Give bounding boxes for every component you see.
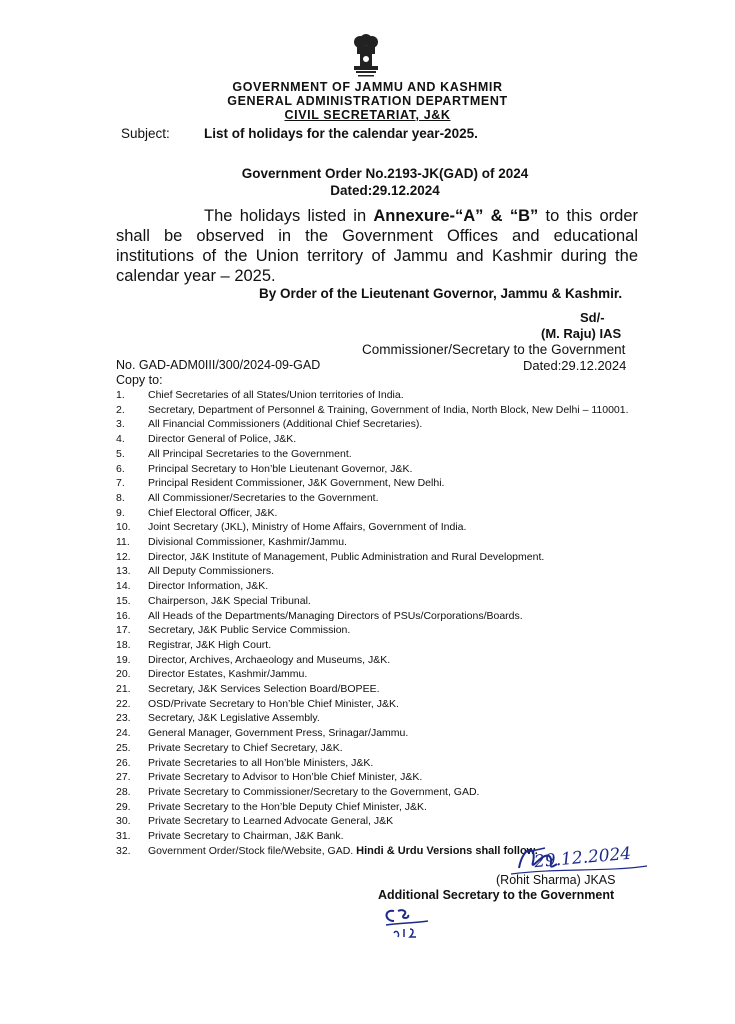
copy-to-item [116, 388, 641, 403]
copy-to-item-bold-note: Hindi & Urdu Versions shall follow. [356, 844, 538, 857]
copy-to-item-text: Director Information, J&K. [148, 580, 269, 593]
copy-to-item-text: Secretary, J&K Legislative Assembly. [148, 712, 320, 725]
copy-to-item [116, 447, 641, 462]
copy-to-item [116, 403, 641, 418]
copy-to-item-text: Private Secretary to Commissioner/Secretary to the Government, GAD. [148, 785, 480, 798]
copy-to-item-number: 21. [116, 683, 131, 696]
copy-to-item [116, 550, 641, 565]
copy-to-item [116, 535, 641, 550]
copy-to-item-number: 7. [116, 477, 125, 490]
copy-to-item [116, 564, 641, 579]
by-order-line: By Order of the Lieutenant Governor, Jammu & Kashmir. [259, 286, 623, 301]
copy-to-item [116, 506, 641, 521]
copy-to-item [116, 785, 641, 800]
copy-to-item-number: 2. [116, 403, 125, 416]
signatory-date: Dated:29.12.2024 [523, 358, 627, 373]
copy-to-label: Copy to: [116, 373, 163, 387]
copy-to-item-number: 17. [116, 624, 131, 637]
signed-mark: Sd/- [580, 310, 605, 325]
copy-to-item-text: Chief Electoral Officer, J&K. [148, 506, 278, 519]
header-government: GOVERNMENT OF JAMMU AND KASHMIR [232, 80, 503, 94]
copy-to-item-text: Private Secretary to Chairman, J&K Bank. [148, 830, 344, 843]
copy-to-item-text: Director General of Police, J&K. [148, 433, 297, 446]
national-emblem-icon [340, 28, 392, 80]
copy-to-item [116, 800, 641, 815]
copy-to-item-number: 31. [116, 830, 131, 843]
copy-to-item [116, 594, 641, 609]
handwritten-initials-icon [380, 903, 440, 939]
copy-to-item-number: 15. [116, 594, 131, 607]
copy-to-item-number: 25. [116, 741, 131, 754]
copy-to-item-number: 32. [116, 844, 131, 857]
copy-to-item-text: All Deputy Commissioners. [148, 565, 275, 578]
subject-text: List of holidays for the calendar year-2025. [204, 126, 478, 141]
copy-to-item [116, 667, 641, 682]
copy-to-item-number: 23. [116, 712, 131, 725]
copy-to-item [116, 417, 641, 432]
copy-to-item-text: Private Secretary to Chief Secretary, J&K. [148, 741, 343, 754]
copy-to-item-number: 30. [116, 815, 131, 828]
copy-to-item-text: Director, Archives, Archaeology and Museums, J&K. [148, 653, 391, 666]
copy-to-item-number: 18. [116, 638, 131, 651]
copy-to-item-text: Secretary, J&K Public Service Commission. [148, 624, 351, 637]
copy-to-item-text: All Financial Commissioners (Additional Chief Secretaries). [148, 418, 423, 431]
copy-to-item-text: Private Secretaries to all Hon’ble Ministers, J&K. [148, 756, 374, 769]
copy-to-item-text: Private Secretary to Advisor to Hon’ble Chief Minister, J&K. [148, 771, 423, 784]
copy-to-item-text: Registrar, J&K High Court. [148, 638, 272, 651]
copy-to-item-text: Secretary, Department of Personnel & Training, Government of India, North Block, New Delhi – 110001. [148, 403, 629, 416]
copy-to-item [116, 814, 641, 829]
copy-to-item-number: 3. [116, 418, 125, 431]
order-date: Dated:29.12.2024 [330, 183, 440, 198]
copy-to-item-text: Chief Secretaries of all States/Union territories of India. [148, 389, 404, 401]
copy-to-item-number: 19. [116, 653, 131, 666]
copy-to-item [116, 609, 641, 624]
copy-to-item [116, 741, 641, 756]
copy-to-item [116, 756, 641, 771]
copy-to-item [116, 638, 641, 653]
copy-to-item [116, 520, 641, 535]
copy-to-item-text: OSD/Private Secretary to Hon’ble Chief Minister, J&K. [148, 697, 399, 710]
body-text-post: to this order shall be observed in the Government Offices and educational institutions of the Union territory of Jammu and Kashmir during the calendar year – 2025. [116, 207, 639, 285]
copy-to-item-number: 27. [116, 771, 131, 784]
copy-to-item-text: Joint Secretary (JKL), Ministry of Home Affairs, Government of India. [148, 521, 467, 534]
copy-to-item-text: General Manager, Government Press, Srinagar/Jammu. [148, 727, 409, 740]
copy-to-item-text: Government Order/Stock file/Website, GAD. [148, 844, 357, 857]
copy-to-item [116, 623, 641, 638]
copy-to-item-number: 24. [116, 727, 131, 740]
copy-to-item-text: All Heads of the Departments/Managing Directors of PSUs/Corporations/Boards. [148, 609, 523, 622]
copy-to-item-number: 8. [116, 491, 125, 504]
copy-to-item [116, 770, 641, 785]
copy-to-item [116, 726, 641, 741]
copy-to-item-number: 13. [116, 565, 131, 578]
copy-to-item [116, 682, 641, 697]
signatory-name: (M. Raju) IAS [541, 326, 622, 341]
signatory-designation: Commissioner/Secretary to the Government [362, 342, 626, 357]
copy-to-item-number: 14. [116, 580, 131, 593]
copy-to-item-number: 28. [116, 785, 131, 798]
copy-to-item-number: 29. [116, 800, 131, 813]
copy-to-item-number: 4. [116, 433, 125, 446]
copy-to-item [116, 432, 641, 447]
copy-to-item-number: 16. [116, 609, 131, 622]
annexure-reference: Annexure-“A” & “B” [373, 207, 539, 225]
copy-to-list [116, 388, 641, 859]
copy-to-item [116, 711, 641, 726]
order-body [116, 206, 638, 286]
copy-to-item-text: Director Estates, Kashmir/Jammu. [148, 668, 308, 681]
copy-to-item-number: 22. [116, 697, 131, 710]
body-text-pre: The holidays listed in [204, 207, 374, 225]
signatory-2-designation: Additional Secretary to the Government [378, 888, 615, 902]
copy-to-item-number: 9. [116, 506, 125, 519]
copy-to-item-number: 20. [116, 668, 131, 681]
handwritten-date: 29.12.2024 [533, 843, 633, 873]
copy-to-item [116, 491, 641, 506]
copy-to-item-number: 11. [116, 536, 130, 549]
copy-to-item-text: Chairperson, J&K Special Tribunal. [148, 594, 311, 607]
header-department: GENERAL ADMINISTRATION DEPARTMENT [227, 94, 508, 108]
subject-label: Subject: [121, 126, 170, 141]
copy-to-item-text: Secretary, J&K Services Selection Board/BOPEE. [148, 683, 380, 696]
copy-to-item-text: Principal Resident Commissioner, J&K Government, New Delhi. [148, 477, 445, 490]
signatory-2-name: (Rohit Sharma) JKAS [496, 873, 616, 887]
copy-to-item-number: 6. [116, 462, 125, 475]
copy-to-item-text: Private Secretary to Learned Advocate General, J&K [148, 815, 394, 828]
copy-to-item-number: 26. [116, 756, 131, 769]
copy-to-item-number: 5. [116, 447, 125, 460]
copy-to-item [116, 476, 641, 491]
copy-to-item-number: 1. [116, 389, 125, 401]
copy-to-item-text: Principal Secretary to Hon’ble Lieutenant Governor, J&K. [148, 462, 413, 475]
copy-to-item-text: Divisional Commissioner, Kashmir/Jammu. [148, 536, 347, 549]
copy-to-item-text: All Principal Secretaries to the Government. [148, 447, 352, 460]
copy-to-item-number: 10. [116, 521, 131, 534]
copy-to-item-number: 12. [116, 550, 131, 563]
copy-to-item-text: All Commissioner/Secretaries to the Government. [148, 491, 379, 504]
copy-to-item [116, 579, 641, 594]
copy-to-item [116, 697, 641, 712]
copy-to-item-text: Director, J&K Institute of Management, Public Administration and Rural Development. [148, 550, 545, 563]
copy-to-item [116, 653, 641, 668]
order-number: Government Order No.2193-JK(GAD) of 2024 [241, 166, 529, 181]
header-secretariat: CIVIL SECRETARIAT, J&K [284, 108, 451, 122]
copy-to-item-text: Private Secretary to the Hon’ble Deputy Chief Minister, J&K. [148, 800, 427, 813]
reference-number: No. GAD-ADM0III/300/2024-09-GAD [116, 358, 321, 372]
copy-to-item [116, 462, 641, 477]
